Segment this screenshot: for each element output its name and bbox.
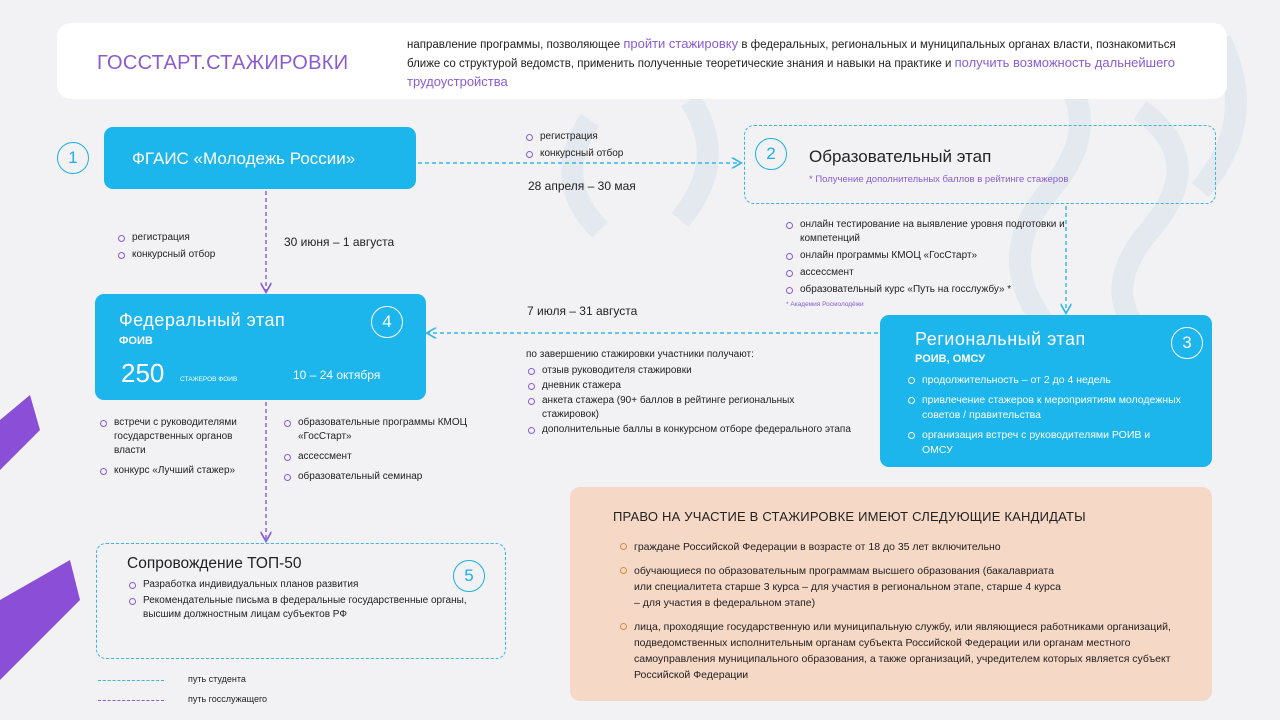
intern-count: 250	[121, 358, 165, 388]
stage-4-subtitle: ФОИВ	[119, 335, 153, 347]
path-2-3-footnote: * Академия Росмолодёжи	[786, 301, 864, 308]
path-1-2-list	[524, 130, 623, 164]
list-item: отзыв руководителя стажировки	[526, 364, 856, 378]
stage-1-title: ФГАИС «Молодежь России»	[132, 149, 356, 168]
path-1-2-dates: 28 апреля – 30 мая	[528, 179, 636, 193]
stage-number-3: 3	[1171, 327, 1203, 359]
legend-civil-line	[98, 700, 164, 701]
list-item: регистрация	[524, 130, 623, 144]
stage-number-4: 4	[371, 306, 403, 338]
path-4-5-left-list	[98, 416, 248, 481]
stage-2-title: Образовательный этап	[809, 147, 992, 166]
list-item: встречи с руководителями государственных органов власти	[98, 416, 248, 458]
purple-decor-shape-2	[0, 560, 80, 680]
path-2-3-list	[784, 218, 1074, 300]
list-item: ассессмент	[282, 450, 482, 464]
list-item: граждане Российской Федерации в возрасте от 18 до 35 лет включительно	[618, 539, 1198, 555]
eligibility-card	[570, 487, 1212, 701]
eligibility-list	[618, 539, 1198, 691]
list-item: Рекомендательные письма в федеральные государственные органы, высшим должностным лицам субъектов РФ	[127, 594, 487, 622]
list-item: конкурсный отбор	[116, 248, 215, 262]
stage-2-note: * Получение дополнительных баллов в рейтинге стажеров	[809, 174, 1069, 185]
legend-civil-label: путь госслужащего	[188, 694, 268, 704]
list-item: образовательный семинар	[282, 470, 482, 484]
list-item: образовательный курс «Путь на госслужбу» *	[784, 283, 1074, 297]
list-item: организация встреч с руководителями РОИВ и ОМСУ	[906, 428, 1156, 458]
stage-5-list	[127, 578, 487, 624]
list-item: обучающиеся по образовательным программам высшего образования (бакалавриата или специалитета старше 3 курса – для участия в региональном этапе, старше 4 курса – для участия в федеральном этапе)	[618, 563, 1068, 611]
header-card	[57, 23, 1227, 99]
path-1-4-dates: 30 июня – 1 августа	[284, 235, 395, 249]
list-item: конкурсный отбор	[524, 147, 623, 161]
stage-4-dates: 10 – 24 октября	[293, 368, 381, 382]
stage-3-title: Региональный этап	[915, 329, 1086, 349]
path-3-4-dates: 7 июля – 31 августа	[527, 304, 638, 318]
list-item: Разработка индивидуальных планов развития	[127, 578, 487, 592]
legend-student-line	[98, 680, 164, 681]
page-title: ГОССТАРТ.СТАЖИРОВКИ	[97, 52, 349, 74]
eligibility-title: ПРАВО НА УЧАСТИЕ В СТАЖИРОВКЕ ИМЕЮТ СЛЕДУЮЩИЕ КАНДИДАТЫ	[613, 509, 1086, 524]
list-item: продолжительность – от 2 до 4 недель	[906, 373, 1206, 388]
stage-number-5: 5	[453, 560, 485, 592]
stage-5-box	[96, 543, 506, 659]
purple-decor-shape	[0, 395, 40, 470]
stage-number-1: 1	[57, 142, 89, 174]
list-item: привлечение стажеров к мероприятиям молодежных советов / правительства	[906, 393, 1206, 423]
list-item: онлайн тестирование на выявление уровня подготовки и компетенций	[784, 218, 1074, 246]
stage-3-box	[880, 315, 1212, 467]
stage-3-subtitle: РОИВ, ОМСУ	[915, 353, 986, 365]
list-item: онлайн программы КМОЦ «ГосСтарт»	[784, 249, 1074, 263]
stage-1-box	[104, 127, 416, 189]
list-item: конкурс «Лучший стажер»	[98, 464, 248, 478]
list-item: анкета стажера (90+ баллов в рейтинге региональных стажировок)	[526, 394, 816, 422]
program-description: направление программы, позволяющее пройти стажировку в федеральных, региональных и муниципальных органах власти, познакомиться ближе со структурой ведомств, применить полученные теоретические знания и навыки на практике и получить возможность дальнейшего трудоустройства	[407, 36, 1176, 89]
stage-number-2: 2	[755, 138, 787, 170]
list-item: лица, проходящие государственную или муниципальную службу, или являющиеся работниками организаций, подведомственных исполнительным органам субъекта Российской Федерации или органам местного самоуправления муниципального образования, а также организаций, учредителем которых является субъект Российской Федерации	[618, 619, 1188, 683]
path-3-4-list	[526, 364, 856, 440]
path-3-4-intro: по завершению стажировки участники получают:	[526, 349, 754, 360]
list-item: дневник стажера	[526, 379, 856, 393]
stage-4-box	[95, 294, 426, 400]
stage-4-title: Федеральный этап	[119, 310, 286, 330]
stage-3-list	[906, 373, 1206, 463]
stage-2-box	[744, 125, 1216, 204]
path-4-5-right-list	[282, 416, 482, 487]
list-item: образовательные программы КМОЦ «ГосСтарт»	[282, 416, 482, 444]
path-1-4-list	[116, 231, 215, 265]
intern-count-label: СТАЖЕРОВ ФОИВ	[180, 376, 238, 383]
legend-student-label: путь студента	[188, 674, 246, 684]
stage-5-title: Сопровождение ТОП-50	[127, 555, 302, 572]
list-item: дополнительные баллы в конкурсном отборе федерального этапа	[526, 423, 856, 437]
list-item: ассессмент	[784, 266, 1074, 280]
list-item: регистрация	[116, 231, 215, 245]
